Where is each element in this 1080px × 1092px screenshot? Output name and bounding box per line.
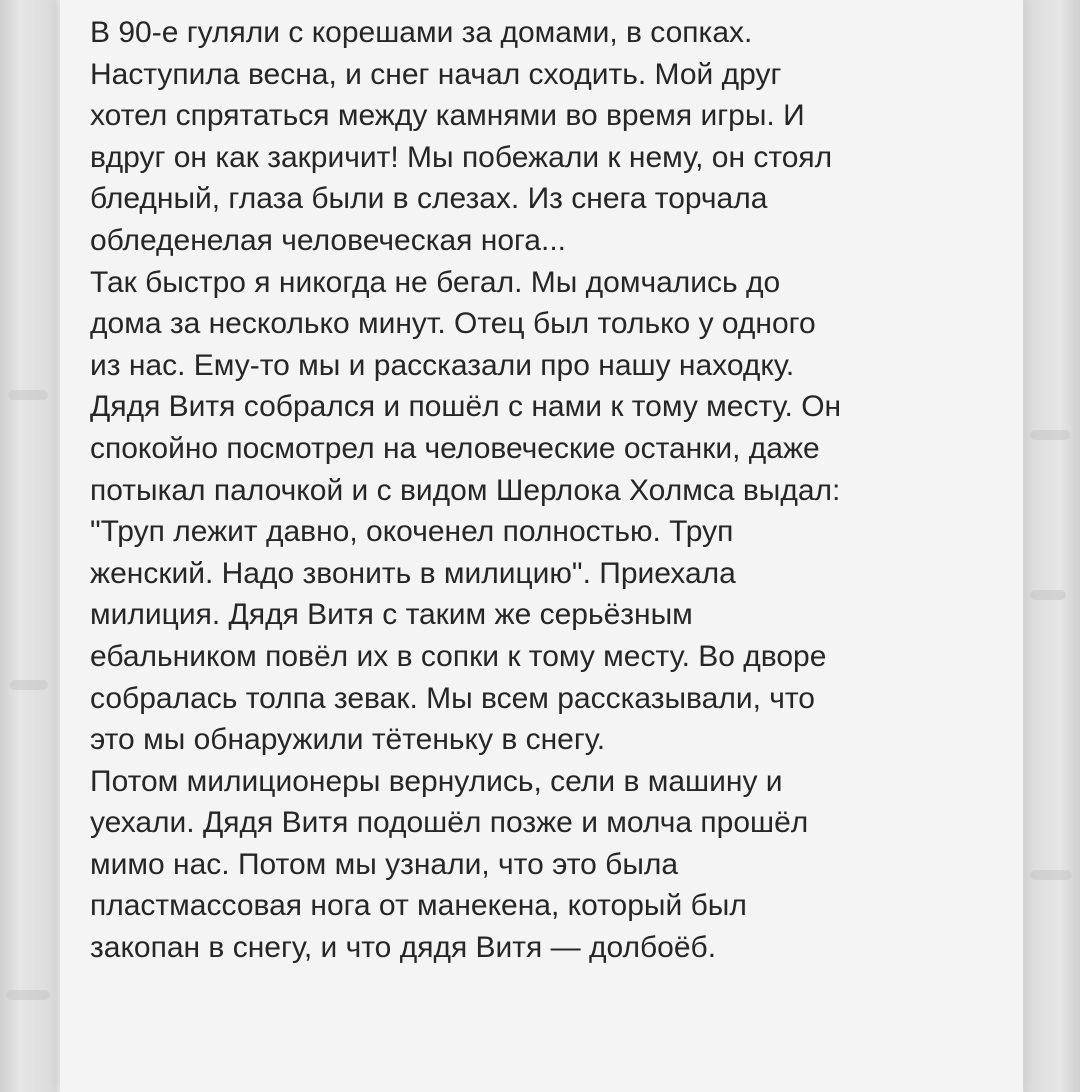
text-line: закопан в снегу, и что дядя Витя — долбоёб. [90, 931, 717, 965]
text-line: Так быстро я никогда не бегал. Мы домчались до [90, 265, 781, 299]
text-line: милиция. Дядя Витя с таким же серьёзным [90, 598, 693, 632]
post-card [60, 0, 1023, 1092]
text-line: Потом милиционеры вернулись, сели в машину и [90, 764, 783, 798]
text-line: это мы обнаружили тётеньку в снегу. [90, 723, 606, 757]
text-line: мимо нас. Потом мы узнали, что это была [90, 847, 679, 881]
text-line: вдруг он как закричит! Мы побежали к нему, он стоял [90, 140, 833, 174]
text-line: бледный, глаза были в слезах. Из снега торчала [90, 182, 768, 216]
text-line: потыкал палочкой и с видом Шерлока Холмса выдал: [90, 473, 841, 507]
text-line: Дядя Витя собрался и пошёл с нами к тому месту. Он [90, 390, 842, 424]
text-line: уехали. Дядя Витя подошёл позже и молча прошёл [90, 806, 809, 840]
text-line: ебальником повёл их в сопки к тому месту. Во дворе [90, 639, 827, 673]
background-blur-line [1030, 590, 1066, 600]
text-line: женский. Надо звонить в милицию". Приехала [90, 556, 736, 590]
background-blur-line [1030, 870, 1072, 880]
text-line: В 90-е гуляли с корешами за домами, в сопках. [90, 16, 753, 49]
background-blur-line [8, 390, 48, 400]
text-line: Наступила весна, и снег начал сходить. Мой друг [90, 57, 782, 91]
text-line: пластмассовая нога от манекена, который был [90, 889, 747, 923]
text-line: дома за несколько минут. Отец был только у одного [90, 307, 816, 341]
post-text [90, 12, 1010, 969]
text-line: обледенелая человеческая нога... [90, 223, 566, 257]
background-blur-line [1030, 430, 1070, 440]
text-line: "Труп лежит давно, окоченел полностью. Труп [90, 515, 734, 549]
background-blur-line [10, 680, 48, 690]
text-line: из нас. Ему-то мы и рассказали про нашу находку. [90, 348, 795, 382]
background-blur-line [6, 990, 50, 1000]
text-line: хотел спрятаться между камнями во время игры. И [90, 99, 805, 133]
text-line: спокойно посмотрел на человеческие останки, даже [90, 431, 820, 465]
text-line: собралась толпа зевак. Мы всем рассказывали, что [90, 681, 815, 715]
